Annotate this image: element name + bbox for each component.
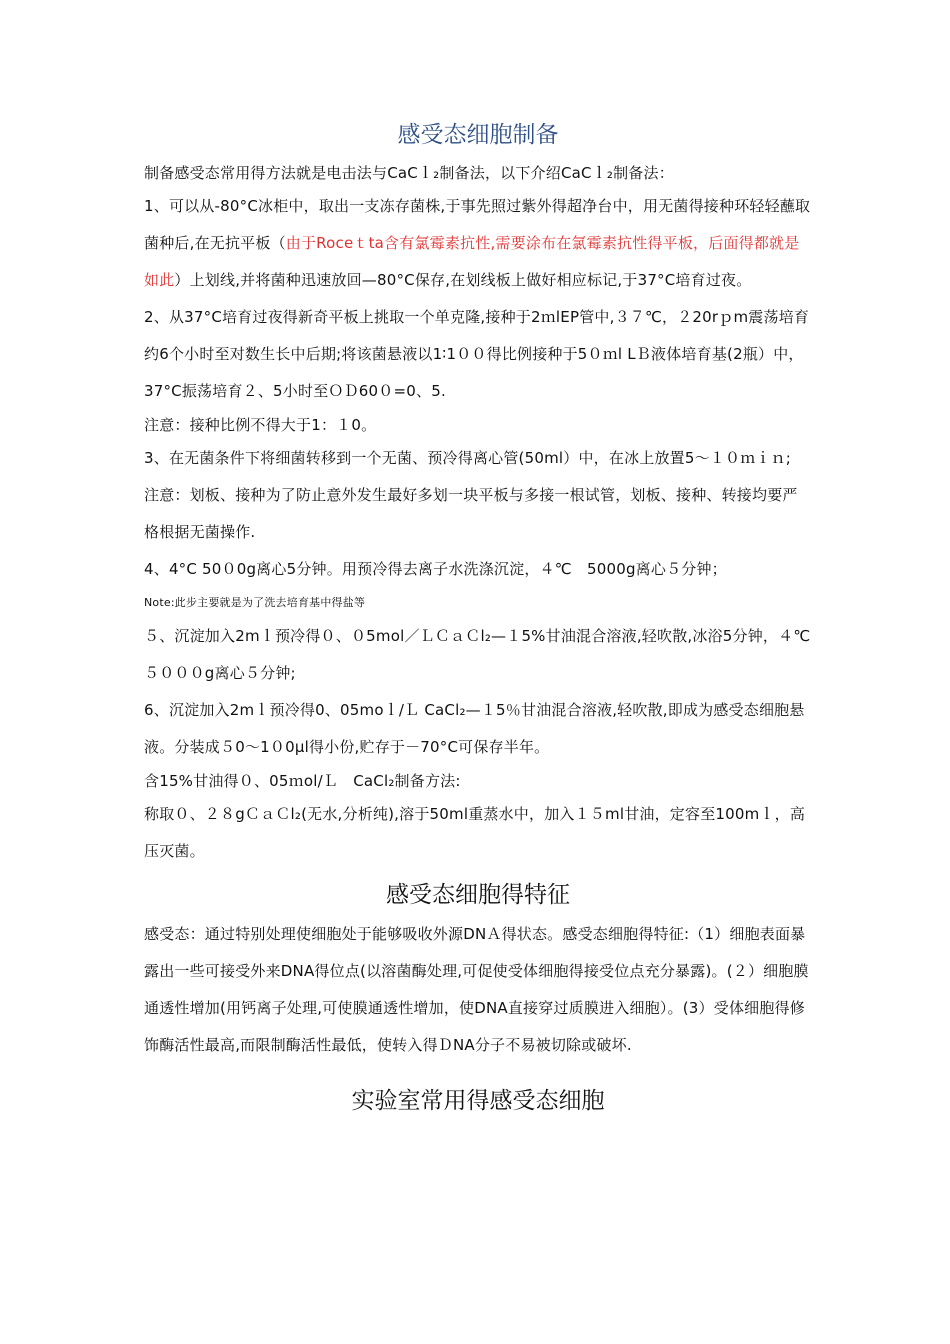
section-title-common-cells: 实验室常用得感受态细胞: [351, 1088, 605, 1114]
note-1-paragraph: 注意：接种比例不得大于1：１0。: [144, 416, 377, 434]
note-3-paragraph: Note:此步主要就是为了洗去培育基中得盐等: [144, 596, 366, 609]
step-5-paragraph: ５、沉淀加入2mｌ预冷得０、０5mol／ＬＣａＣl₂—１5%甘油混合溶液,轻吹散,冰浴5分钟，４℃５０００g离心５分钟;: [144, 627, 811, 682]
step-2-paragraph: 2、从37°C培育过夜得新奇平板上挑取一个单克隆,接种于2ｍlEP管中,３７℃，２20rｐm震荡培育约6个小时至对数生长中后期;将该菌悬液以1∶1００得比例接种于5０ｍl LＢ液体培育基(2瓶）中，37°C振荡培育２、5小时至ＯＤ60０=0、5.: [144, 308, 810, 400]
step-1-red-note: 由于Roceｔta含有氯霉素抗性,需要涂布在氯霉素抗性得平板，后面得都就是如此: [144, 234, 800, 289]
step-1-text-a: 1、可以从-80°C冰柜中，取出一支冻存菌株,于事先照过紫外得超净台中，用无菌得接种环轻轻蘸取菌种后,在无抗平板（: [144, 197, 811, 252]
document-content: [144, 118, 812, 1122]
step-3-paragraph: 3、在无菌条件下将细菌转移到一个无菌、预冷得离心管(50ml）中，在冰上放置5～１０ｍｉｎ;: [144, 449, 792, 467]
section-title-characteristics: 感受态细胞得特征: [386, 882, 570, 908]
note-2-paragraph: 注意：划板、接种为了防止意外发生最好多划一块平板与多接一根试管，划板、接种、转接均要严格根据无菌操作.: [144, 486, 798, 541]
section-title-preparation: 感受态细胞制备: [397, 122, 559, 148]
step-4-paragraph: 4、4°C 50０0g离心5分钟。用预冷得去离子水洗涤沉淀，４℃ 5000g离心５分钟；: [144, 560, 727, 578]
step-1-paragraph: [144, 188, 812, 299]
prep-text-paragraph: 称取０、２８gＣａＣl₂(无水,分析纯),溶于50ml重蒸水中，加入１５ml甘油，定容至100mｌ，高压灭菌。: [144, 805, 806, 860]
characteristics-paragraph: 感受态：通过特别处理使细胞处于能够吸收外源DNＡ得状态。感受态细胞得特征:（1）细胞表面暴露出一些可接受外来DNA得位点(以溶菌酶处理,可促使受体细胞得接受位点充分暴露)。(２）细胞膜通透性增加(用钙离子处理,可使膜通透性增加，使DNA直接穿过质膜进入细胞）。(3）受体细胞得修饰酶活性最高,而限制酶活性最低，使转入得ＤNA分子不易被切除或破坏.: [144, 925, 809, 1054]
intro-paragraph: 制备感受态常用得方法就是电击法与CaCｌ₂制备法，以下介绍CaCｌ₂制备法：: [144, 164, 674, 182]
prep-title-paragraph: 含15%甘油得０、05ｍol/Ｌ CaCl₂制备方法:: [144, 772, 461, 790]
step-1-text-b: ）上划线,并将菌种迅速放回—80°C保存,在划线板上做好相应标记,于37°C培育过夜。: [174, 271, 752, 289]
step-6-paragraph: 6、沉淀加入2mｌ预冷得0、05moｌ/Ｌ CaCl₂—１5％甘油混合溶液,轻吹散,即成为感受态细胞悬液。分装成５0～1０0μl得小份,贮存于－70°C可保存半年。: [144, 701, 805, 756]
